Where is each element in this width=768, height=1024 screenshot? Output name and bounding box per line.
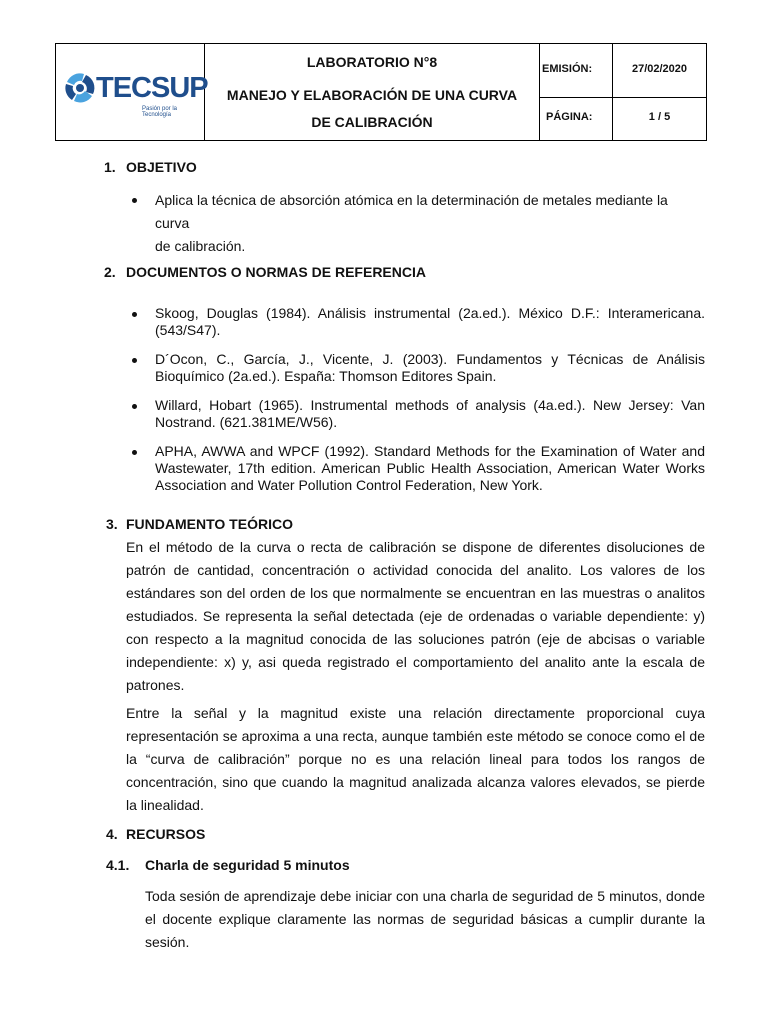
text-line: Toda sesión de aprendizaje debe iniciar con una charla de seguridad de 5 minutos, donde — [145, 888, 705, 904]
divider — [539, 44, 540, 140]
bullet-icon — [132, 404, 137, 409]
title-line-1: MANEJO Y ELABORACIÓN DE UNA CURVA — [226, 87, 518, 103]
tecsup-logo — [62, 66, 208, 118]
text-line: independiente: x) y, asi queda registrado el comportamiento del analito ante la escala de — [126, 654, 705, 670]
section-number: 2. — [104, 264, 116, 280]
text-line: concentración, sino que cuando la magnitud analizada alcanza valores elevados, se pierde — [126, 774, 705, 790]
text-line: APHA, AWWA and WPCF (1992). Standard Methods for the Examination of Water and — [155, 443, 705, 459]
text-line: Willard, Hobart (1965). Instrumental methods of analysis (4a.ed.). New Jersey: Van — [155, 397, 705, 413]
text-line: Wastewater, 17th edition. American Public Health Association, American Water Works — [155, 460, 705, 476]
emision-value: 27/02/2020 — [631, 63, 688, 75]
text-line: de calibración. — [155, 238, 246, 254]
text-line: estándares son del orden de los que normalmente se encuentran en las muestras o analitos — [126, 585, 705, 601]
text-line: patrón de cantidad, concentración o actividad conocida del analito. Los valores de los — [126, 562, 705, 578]
bullet-icon — [132, 450, 137, 455]
text-line: Skoog, Douglas (1984). Análisis instrumental (2a.ed.). México D.F.: Interamericana. — [155, 305, 705, 321]
reference-item — [155, 397, 705, 431]
text-line: Aplica la técnica de absorción atómica en la determinación de metales mediante la curva — [155, 192, 668, 231]
bullet-icon — [132, 312, 137, 317]
section-title-recursos: RECURSOS — [126, 826, 206, 842]
header-table — [55, 43, 707, 141]
divider — [539, 97, 706, 98]
text-line: sesión. — [145, 934, 190, 950]
text-line: (543/S47). — [155, 322, 221, 338]
text-line: Entre la señal y la magnitud existe una relación directamente proporcional cuya — [126, 705, 705, 721]
section-title-fundamento: FUNDAMENTO TEÓRICO — [126, 516, 293, 532]
title-line-2: DE CALIBRACIÓN — [311, 114, 433, 130]
text-line: el docente explique claramente las normas de seguridad básicas a cumplir durante la — [145, 911, 705, 927]
objective-text — [155, 189, 705, 258]
text-line: D´Ocon, C., García, J., Vicente, J. (2003). Fundamentos y Técnicas de Análisis — [155, 351, 705, 367]
logo-wordmark: TECSUP — [96, 72, 208, 104]
divider — [612, 44, 613, 140]
emision-label: EMISIÓN: — [542, 63, 593, 75]
text-line: Association and Water Pollution Control Federation, New York. — [155, 477, 543, 493]
lab-number: LABORATORIO N°8 — [306, 54, 438, 70]
reference-item — [155, 351, 705, 385]
text-line: representación se aproxima a una recta, aunque también este método se conoce como el de — [126, 728, 705, 744]
text-line: con respecto a la magnitud conocida de las soluciones patrón (eje de abcisas o variable — [126, 631, 705, 647]
section-number: 3. — [106, 516, 118, 532]
text-line: Bioquímico (2a.ed.). España: Thomson Editores Spain. — [155, 368, 497, 384]
text-line: la “curva de calibración” porque no es una relación lineal para todos los rangos de — [126, 751, 705, 767]
reference-item — [155, 305, 705, 339]
charla-paragraph — [145, 885, 705, 954]
section-title-documentos: DOCUMENTOS O NORMAS DE REFERENCIA — [126, 264, 426, 280]
pagina-value: 1 / 5 — [648, 111, 671, 123]
text-line: En el método de la curva o recta de calibración se dispone de diferentes disoluciones de — [126, 539, 705, 555]
bullet-icon — [132, 358, 137, 363]
subsection-title-charla: Charla de seguridad 5 minutos — [145, 857, 350, 873]
document-title-block — [205, 44, 539, 140]
fundamento-paragraph-1 — [126, 536, 705, 697]
pagina-label: PÁGINA: — [546, 111, 593, 123]
bullet-icon — [132, 198, 137, 203]
text-line: patrones. — [126, 677, 185, 693]
fundamento-paragraph-2 — [126, 702, 705, 817]
section-number: 1. — [104, 159, 116, 175]
section-title-objetivo: OBJETIVO — [126, 159, 197, 175]
reference-item — [155, 443, 705, 494]
logo-tagline: Pasión por la Tecnología — [142, 106, 178, 118]
text-line: estudiados. Se representa la señal detectada (eje de ordenadas o variable dependiente: y) — [126, 608, 705, 624]
text-line: Nostrand. (621.381ME/W56). — [155, 414, 338, 430]
section-number: 4. — [106, 826, 118, 842]
subsection-number: 4.1. — [106, 857, 130, 873]
text-line: la linealidad. — [126, 797, 204, 813]
